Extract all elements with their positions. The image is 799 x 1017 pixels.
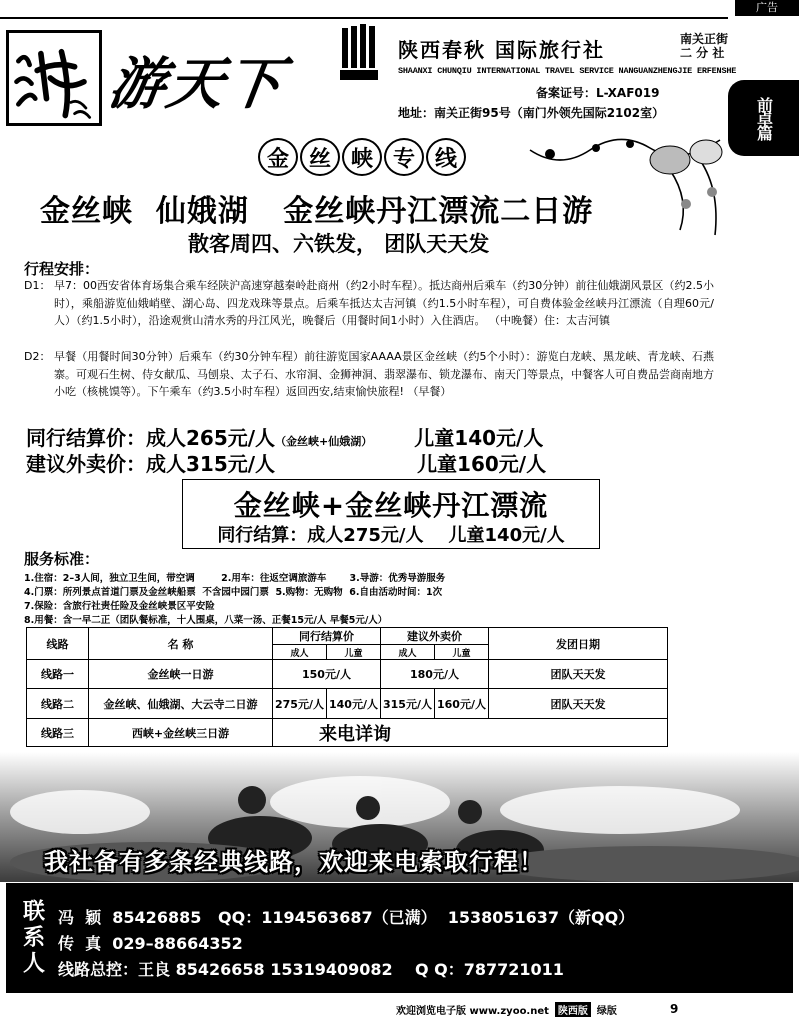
page-footer: [396, 1002, 617, 1017]
day-description: 早7：00西安省体育场集合乘车经陕沪高速穿越秦岭赴商州（约2小时车程）。抵达商州后乘车（约30分钟）前往仙娥湖风景区（约2.5小时），乘船游览仙娥峭壁、湖心岛、四龙戏珠等景点。后乘车抵达太吉河镇（约1.5小时车程），可自费体验金丝峡丹江漂流（自理60元/人）（约1.5小时），沿途观赏山清水秀的丹江风光，晚餐后（用餐时间1小时）入住酒店。 （中晚餐）住：太吉河镇: [54, 279, 714, 328]
badge-char: 金: [258, 138, 298, 176]
departure-subtitle: 散客周四、六铁发， 团队天天发: [188, 232, 490, 256]
day-label: D1：: [24, 279, 51, 292]
promo-slogan: 我社备有多条经典线路，欢迎来电索取行程！: [44, 848, 544, 876]
header-name: 名 称: [89, 628, 273, 660]
header-child: 儿童: [327, 645, 381, 660]
service-heading: 服务标准：: [24, 550, 100, 568]
service-item: 4.门票：所列景点首道门票及金丝峡船票 不含园中园门票 5.购物：无购物 6.自由活动时间：1次: [24, 587, 443, 598]
agency-address: 地址：南关正街95号（南门外领先国际2102室）: [398, 106, 665, 120]
itinerary-heading: 行程安排：: [24, 260, 100, 278]
peer-child-price: 儿童140元/人: [414, 426, 544, 450]
cell-retail-child: 160元/人: [435, 689, 489, 719]
service-item: 1.住宿：2–3人间，独立卫生间，带空调 2.用车：往返空调旅游车 3.导游：优秀导游服务: [24, 573, 446, 584]
badge-char: 专: [384, 138, 424, 176]
cell-name: 西峡+金丝峡三日游: [89, 719, 273, 747]
cell-route: 线路三: [27, 719, 89, 747]
retail-price-line: [26, 448, 546, 477]
section-tab: 前卓篇: [728, 80, 799, 156]
edition-badge: 陕西版: [555, 1002, 591, 1017]
contact-line-1: 冯 颖 85426885 QQ：1194563687（已满） 1538051637（新QQ）: [58, 908, 635, 927]
cell-name: 金丝峡、仙娥湖、大云寺二日游: [89, 689, 273, 719]
branch-name: [680, 32, 728, 60]
header-route: 线路: [27, 628, 89, 660]
contact-label: 联系人: [19, 899, 45, 977]
table-row: [27, 719, 668, 747]
badge-char: 丝: [300, 138, 340, 176]
day-label: D2：: [24, 350, 51, 363]
cell-retail-adult: 315元/人: [381, 689, 435, 719]
cell-route: 线路一: [27, 660, 89, 689]
header-date: 发团日期: [489, 628, 668, 660]
combo-price: 同行结算：成人275元/人 儿童140元/人: [217, 525, 565, 546]
srts-columns-icon: [340, 24, 380, 90]
service-item: 8.用餐：含一早二正（团队餐标准，十人围桌，八菜一汤、正餐15元/人 早餐5元/人）: [24, 615, 388, 626]
badge-char: 峡: [342, 138, 382, 176]
calligraphy-logo-icon: [9, 33, 99, 123]
retail-adult-price: 建议外卖价：成人315元/人: [26, 452, 276, 476]
table-row: [27, 660, 668, 689]
table-row: [27, 689, 668, 719]
header-peer-price: 同行结算价: [273, 628, 381, 645]
edition-color: 绿版: [596, 1006, 617, 1017]
agency-english-name: SHAANXI CHUNQIU INTERNATIONAL TRAVEL SERVICE NANGUANZHENGJIE ERFENSHE: [398, 66, 737, 76]
cell-route: 线路二: [27, 689, 89, 719]
agency-name: 陕西春秋 国际旅行社: [398, 38, 605, 62]
footer-website: 欢迎浏览电子版 www.zyoo.net: [396, 1006, 549, 1017]
cell-peer-adult: 275元/人: [273, 689, 327, 719]
cell-inquiry: 来电详询: [273, 719, 668, 747]
contact-line-fax: 传 真 029–88664352: [58, 934, 243, 953]
cell-retail-price: 180元/人: [381, 660, 489, 689]
logo: [6, 30, 102, 126]
service-item: 7.保险：含旅行社责任险及金丝峡景区平安险: [24, 601, 215, 612]
branch-line-2: 二 分 社: [680, 46, 725, 60]
header-adult: 成人: [381, 645, 435, 660]
table-header-row: [27, 628, 668, 645]
combo-title: 金丝峡+金丝峡丹江漂流: [233, 489, 549, 522]
top-rule: [0, 17, 728, 19]
itinerary-day-1: [24, 277, 714, 330]
branch-line-1: 南关正街: [680, 32, 729, 46]
peer-adult-price: 同行结算价：成人265元/人: [26, 426, 276, 450]
badge-char: 线: [426, 138, 466, 176]
day-description: 早餐（用餐时间30分钟）后乘车（约30分钟车程）前往游览国家AAAA景区金丝峡（约5个小时）：游览白龙峡、黑龙峡、青龙峡、石燕寨。可观石生树、侍女献瓜、马刨泉、太子石、水帘洞、金狮神洞、翡翠瀑布、锁龙瀑布、南天门等景点，中餐客人可自费品尝商南地方小吃（核桃馍等）。下午乘车（约3.5小时车程）返回西安,结束愉快旅程! （早餐）: [54, 350, 714, 399]
retail-child-price: 儿童160元/人: [417, 452, 547, 476]
license-number: 备案证号：L-XAF019: [536, 86, 660, 100]
peer-price-line: [26, 422, 543, 451]
ad-tag: 广告: [735, 0, 799, 16]
cell-date: 团队天天发: [489, 660, 668, 689]
header-adult: 成人: [273, 645, 327, 660]
cell-name: 金丝峡一日游: [89, 660, 273, 689]
brand-title: 游天下: [104, 51, 289, 117]
page-number: 9: [670, 1002, 679, 1016]
contact-line-manager: 线路总控：王良 85426658 15319409082 Q Q：787721011: [58, 960, 564, 979]
itinerary-day-2: [24, 348, 714, 401]
srts-logo: [340, 24, 380, 90]
tour-title: 金丝峡 仙娥湖 金丝峡丹江漂流二日游: [40, 194, 594, 229]
cell-peer-price: 150元/人: [273, 660, 381, 689]
special-line-badge: [258, 138, 466, 176]
header-retail-price: 建议外卖价: [381, 628, 489, 645]
cell-date: 团队天天发: [489, 689, 668, 719]
route-table: [26, 627, 668, 747]
header-child: 儿童: [435, 645, 489, 660]
price-note: （金丝峡+仙娥湖）: [275, 435, 373, 448]
cell-peer-child: 140元/人: [327, 689, 381, 719]
